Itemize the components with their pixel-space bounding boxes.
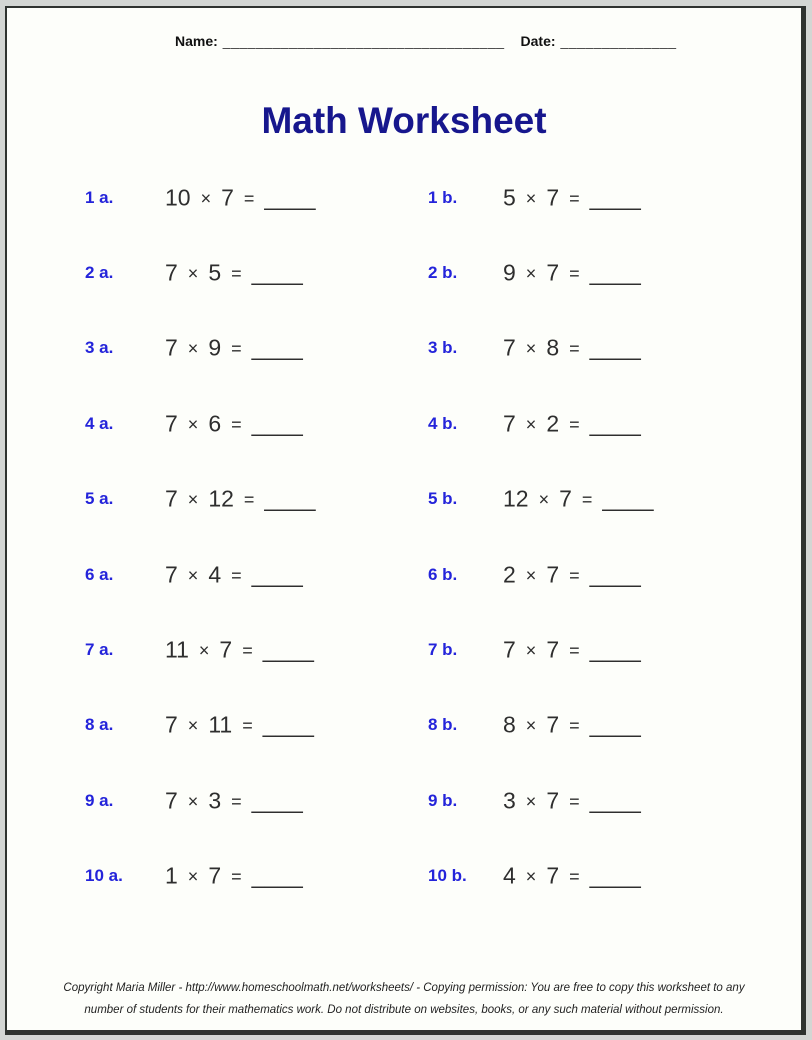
answer-blank: ____ — [589, 711, 641, 738]
multiplier: 2 — [546, 410, 560, 437]
answer-blank: ____ — [589, 862, 641, 889]
date-label: Date: — [520, 33, 556, 49]
name-label: Name: — [175, 33, 218, 49]
problem-row-3 — [7, 311, 801, 386]
problem-label-5a: 5 a. — [85, 489, 114, 509]
problem-5a — [165, 486, 316, 513]
multiplicand: 4 — [503, 862, 516, 889]
problem-1b — [503, 184, 641, 211]
problem-label-9a: 9 a. — [85, 790, 114, 810]
problem-8b — [503, 712, 641, 739]
multiplier: 11 — [208, 711, 233, 738]
multiplier: 7 — [546, 636, 560, 663]
times-sign: × — [525, 866, 537, 887]
multiplier: 12 — [208, 485, 234, 512]
multiplicand: 3 — [503, 787, 516, 814]
multiplier: 7 — [221, 184, 234, 211]
problems-grid — [7, 160, 801, 914]
problem-label-10b: 10 b. — [428, 866, 467, 886]
equals-sign: = — [242, 715, 253, 736]
times-sign: × — [187, 338, 199, 359]
multiplier: 7 — [546, 561, 560, 588]
answer-blank: ____ — [589, 561, 641, 588]
times-sign: × — [187, 489, 199, 510]
multiplicand: 7 — [165, 334, 178, 361]
problem-row-7 — [7, 612, 801, 687]
multiplicand: 7 — [503, 636, 516, 663]
problem-row-8 — [7, 688, 801, 763]
problem-label-4a: 4 a. — [85, 413, 114, 433]
multiplier: 7 — [208, 862, 222, 889]
problem-label-7a: 7 a. — [85, 640, 114, 660]
times-sign: × — [198, 640, 210, 661]
problem-label-9b: 9 b. — [428, 790, 458, 810]
equals-sign: = — [231, 866, 242, 887]
multiplicand: 2 — [503, 561, 516, 588]
multiplier: 6 — [208, 410, 222, 437]
answer-blank: ____ — [251, 862, 303, 889]
equals-sign: = — [231, 263, 242, 284]
multiplicand: 7 — [503, 410, 516, 437]
problem-label-3b: 3 b. — [428, 338, 458, 358]
problem-2a — [165, 260, 303, 287]
multiplicand: 7 — [503, 334, 516, 361]
problem-row-9 — [7, 763, 801, 838]
answer-blank: ____ — [251, 259, 303, 286]
multiplier: 7 — [546, 787, 560, 814]
problem-row-5 — [7, 462, 801, 537]
equals-sign: = — [569, 640, 580, 661]
problem-4b — [503, 410, 641, 437]
times-sign: × — [187, 866, 199, 887]
answer-blank: ____ — [589, 787, 641, 814]
problem-1a — [165, 184, 316, 211]
times-sign: × — [187, 263, 199, 284]
multiplier: 7 — [219, 636, 233, 663]
equals-sign: = — [569, 565, 580, 586]
times-sign: × — [525, 188, 537, 209]
multiplicand: 1 — [165, 862, 178, 889]
times-sign: × — [525, 791, 537, 812]
answer-blank: ____ — [589, 636, 641, 663]
multiplier: 9 — [208, 334, 222, 361]
times-sign: × — [525, 565, 537, 586]
problem-label-1a: 1 a. — [85, 187, 114, 207]
multiplier: 7 — [546, 184, 560, 211]
multiplier: 7 — [546, 259, 560, 286]
copyright-footer — [7, 978, 801, 1021]
equals-sign: = — [243, 489, 255, 510]
problem-label-6b: 6 b. — [428, 564, 458, 584]
multiplicand: 7 — [165, 410, 178, 437]
problem-4a — [165, 410, 303, 437]
problem-label-7b: 7 b. — [428, 640, 458, 660]
answer-blank: ____ — [589, 410, 641, 437]
problem-label-2a: 2 a. — [85, 263, 114, 283]
answer-blank: ____ — [264, 184, 316, 211]
times-sign: × — [538, 489, 550, 510]
problem-7b — [503, 637, 641, 664]
equals-sign: = — [231, 791, 242, 812]
equals-sign: = — [231, 414, 242, 435]
equals-sign: = — [231, 338, 242, 359]
equals-sign: = — [231, 565, 242, 586]
problem-9a — [165, 787, 303, 814]
times-sign: × — [187, 414, 199, 435]
problem-6a — [165, 561, 303, 588]
multiplier: 7 — [559, 485, 572, 512]
date-blank-line: ______________ — [560, 33, 677, 49]
times-sign: × — [187, 715, 199, 736]
equals-sign: = — [569, 263, 580, 284]
header — [175, 33, 677, 49]
problem-label-2b: 2 b. — [428, 263, 458, 283]
problem-row-1 — [7, 160, 801, 235]
problem-row-6 — [7, 537, 801, 612]
page-title: Math Worksheet — [261, 100, 547, 141]
problem-label-6a: 6 a. — [85, 564, 114, 584]
problem-label-3a: 3 a. — [85, 338, 114, 358]
equals-sign: = — [569, 791, 580, 812]
multiplier: 4 — [208, 561, 222, 588]
copyright-line-2: number of students for their mathematics work. Do not distribute on websites, books, or any such material without permission. — [84, 1003, 724, 1016]
multiplier: 8 — [546, 334, 560, 361]
equals-sign: = — [569, 866, 580, 887]
answer-blank: ____ — [262, 636, 314, 663]
answer-blank: ____ — [251, 334, 303, 361]
multiplicand: 9 — [503, 259, 516, 286]
equals-sign: = — [569, 188, 580, 209]
problem-label-4b: 4 b. — [428, 413, 458, 433]
problem-3b — [503, 335, 641, 362]
problem-9b — [503, 787, 641, 814]
times-sign: × — [525, 414, 537, 435]
multiplicand: 10 — [165, 184, 191, 211]
problem-row-10 — [7, 839, 801, 914]
answer-blank: ____ — [602, 485, 654, 512]
problem-3a — [165, 335, 303, 362]
name-blank-line: __________________________________ — [222, 33, 505, 49]
answer-blank: ____ — [251, 787, 303, 814]
problem-label-5b: 5 b. — [428, 489, 458, 509]
times-sign: × — [187, 791, 199, 812]
problem-label-1b: 1 b. — [428, 187, 458, 207]
multiplier: 7 — [546, 862, 560, 889]
answer-blank: ____ — [589, 259, 641, 286]
multiplicand: 5 — [503, 184, 516, 211]
times-sign: × — [200, 188, 212, 209]
answer-blank: ____ — [251, 410, 303, 437]
times-sign: × — [187, 565, 199, 586]
multiplicand: 7 — [165, 485, 178, 512]
problem-label-10a: 10 a. — [85, 866, 123, 886]
multiplicand: 8 — [503, 711, 516, 738]
problem-6b — [503, 561, 641, 588]
equals-sign: = — [242, 640, 253, 661]
answer-blank: ____ — [262, 711, 314, 738]
problem-label-8a: 8 a. — [85, 715, 114, 735]
multiplicand: 7 — [165, 711, 178, 738]
problem-5b — [503, 486, 654, 513]
equals-sign: = — [581, 489, 593, 510]
times-sign: × — [525, 640, 537, 661]
problem-10b — [503, 863, 641, 890]
times-sign: × — [525, 338, 537, 359]
multiplicand: 7 — [165, 259, 178, 286]
answer-blank: ____ — [589, 184, 641, 211]
equals-sign: = — [569, 715, 580, 736]
equals-sign: = — [569, 338, 580, 359]
times-sign: × — [525, 263, 537, 284]
equals-sign: = — [243, 188, 255, 209]
times-sign: × — [525, 715, 537, 736]
copyright-line-1: Copyright Maria Miller - http://www.homeschoolmath.net/worksheets/ - Copying permission: You are free to copy this worksheet to any — [63, 982, 745, 995]
worksheet-page — [5, 6, 806, 1035]
multiplier: 7 — [546, 711, 560, 738]
multiplicand: 12 — [503, 485, 529, 512]
answer-blank: ____ — [589, 334, 641, 361]
problem-2b — [503, 260, 641, 287]
problem-10a — [165, 863, 303, 890]
problem-row-4 — [7, 386, 801, 461]
multiplicand: 11 — [165, 636, 189, 663]
multiplier: 5 — [208, 259, 222, 286]
problem-row-2 — [7, 235, 801, 310]
multiplicand: 7 — [165, 787, 178, 814]
multiplier: 3 — [208, 787, 222, 814]
problem-label-8b: 8 b. — [428, 715, 458, 735]
problem-8a — [165, 712, 314, 739]
problem-7a — [165, 637, 314, 664]
equals-sign: = — [569, 414, 580, 435]
multiplicand: 7 — [165, 561, 178, 588]
answer-blank: ____ — [251, 561, 303, 588]
answer-blank: ____ — [264, 485, 316, 512]
